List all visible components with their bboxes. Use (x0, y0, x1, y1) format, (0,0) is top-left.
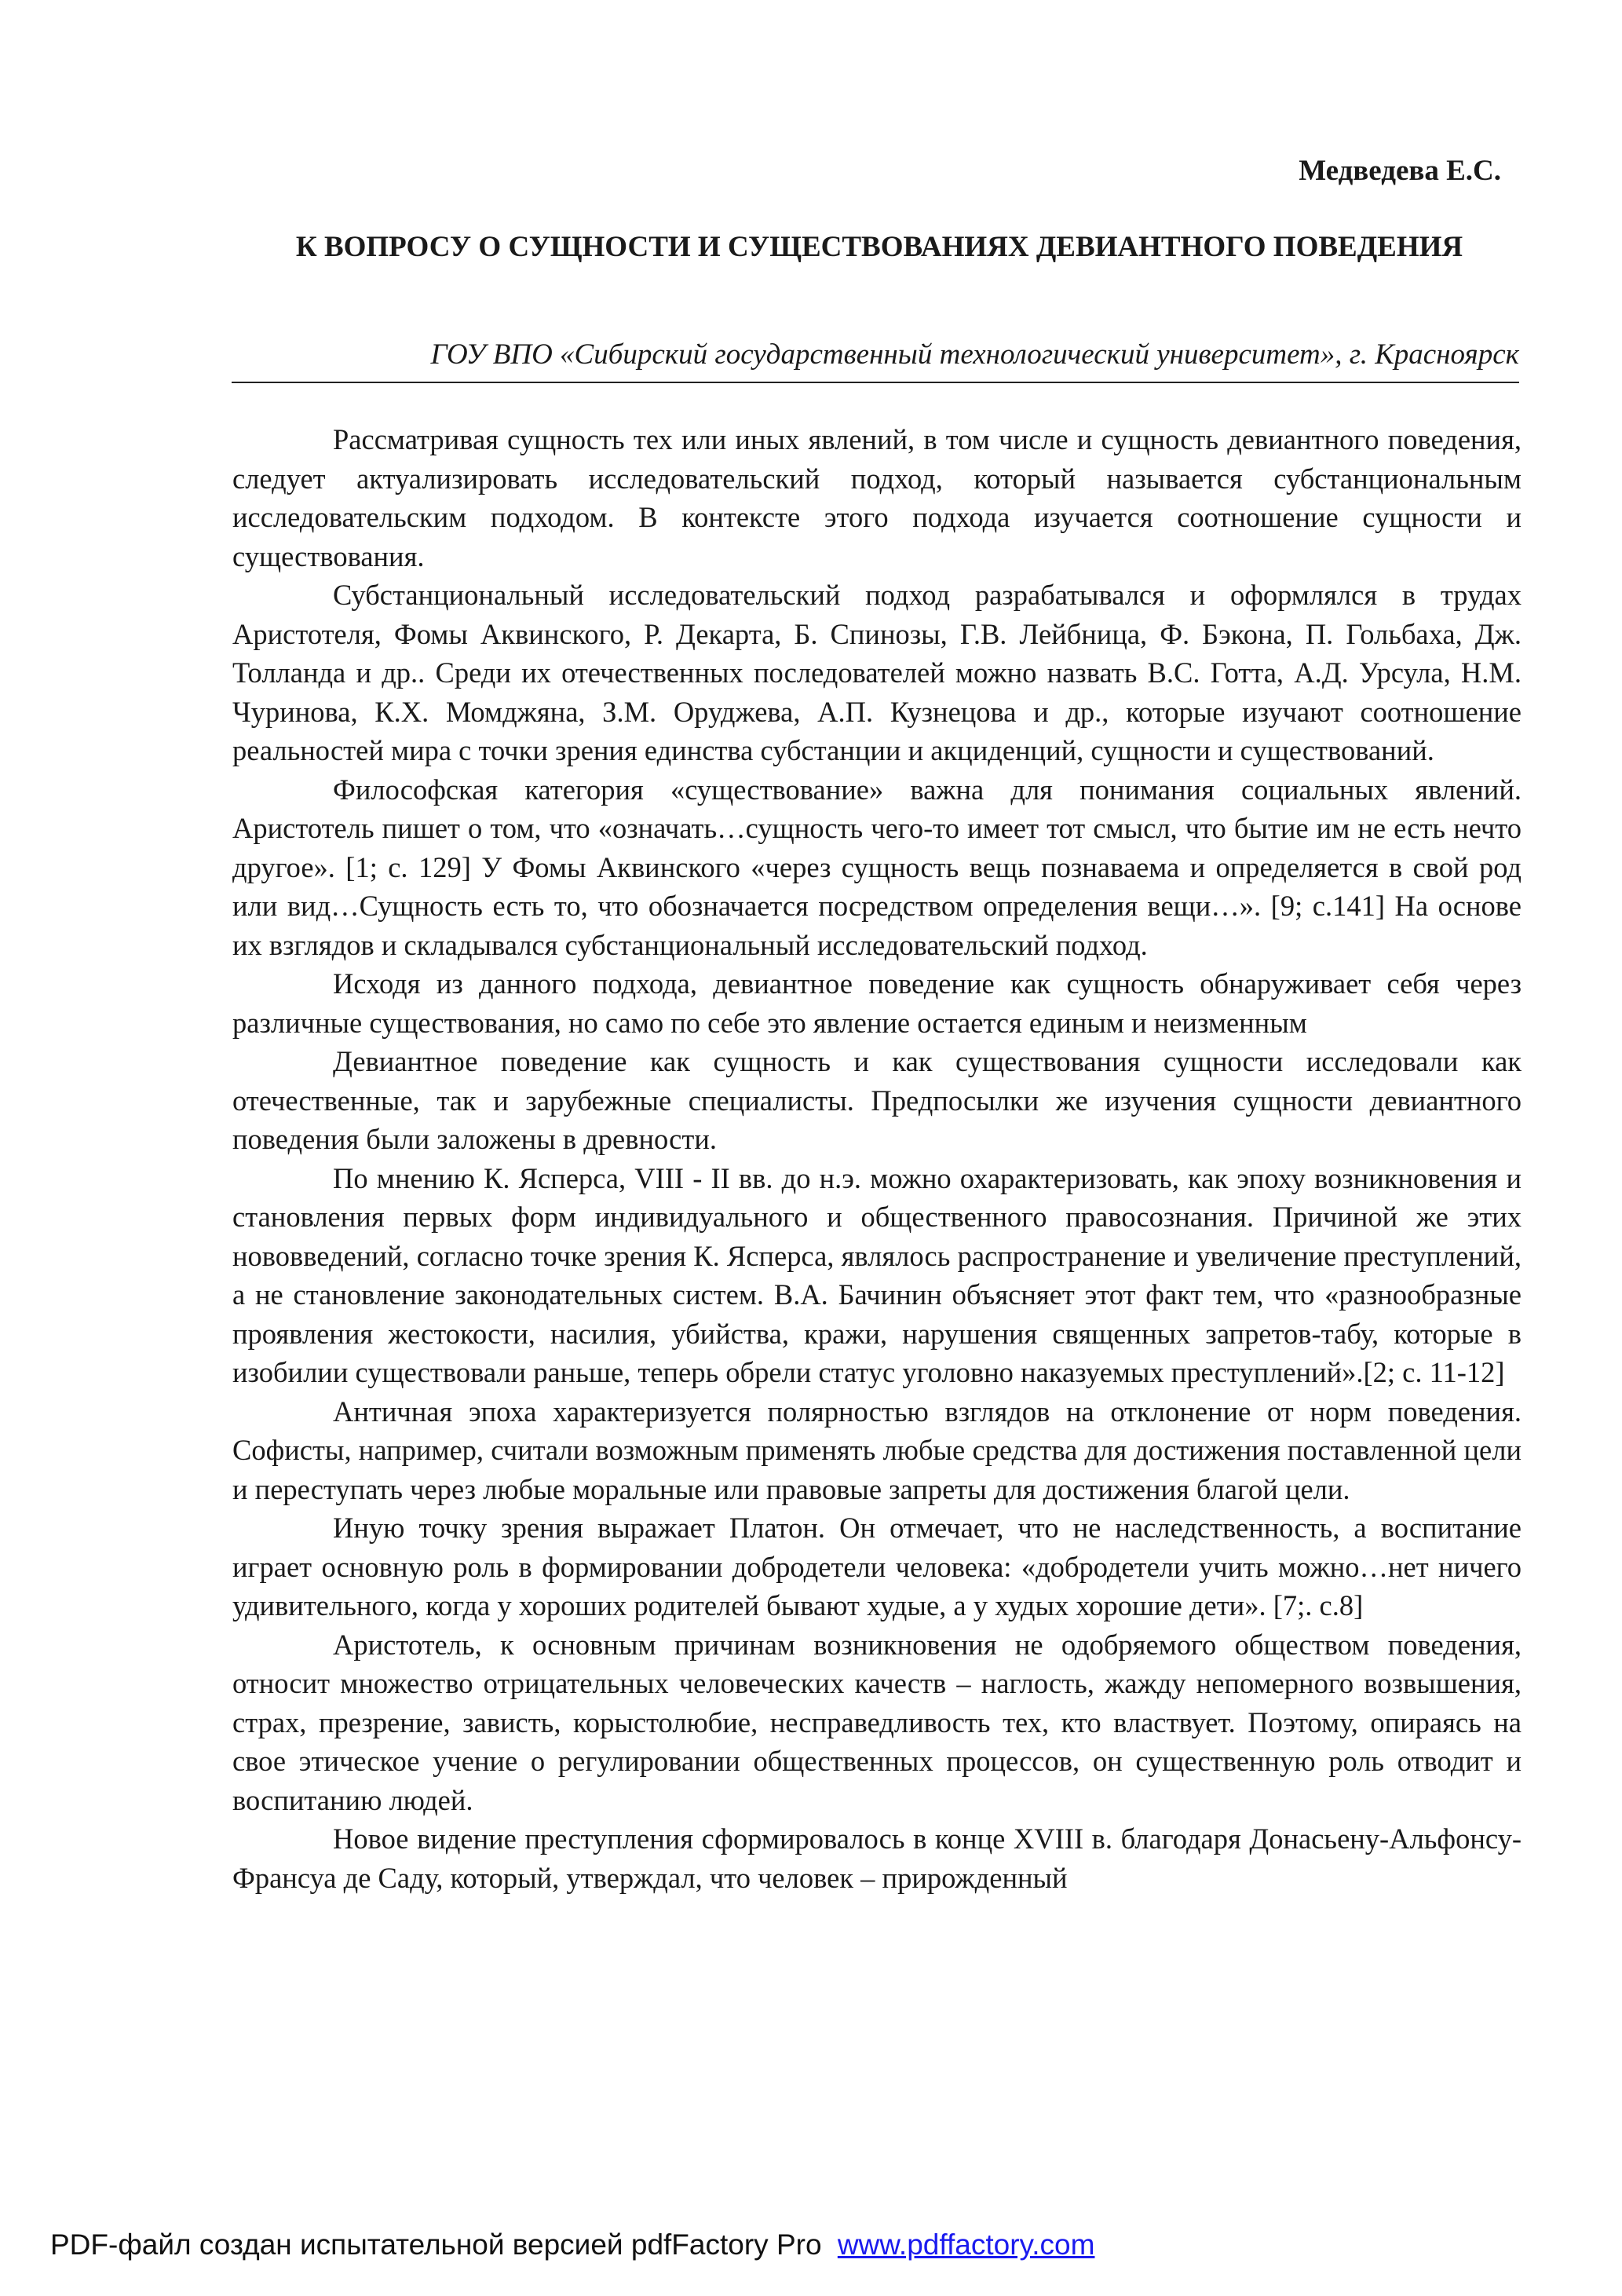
paragraph: Рассматривая сущность тех или иных явлений, в том числе и сущность девиантного поведения, следует актуализировать исследовательский подход, который называется субстанциональным исследовательским подходом. В контексте этого подхода изучается соотношение сущности и существования. (232, 423, 1522, 572)
paragraph: Философская категория «существование» важна для понимания социальных явлений. Аристотель пишет о том, что «означать…сущность чего-то имеет тот смысл, что бытие им не есть нечто другое». [1; с. 129] У Фомы Аквинского «через сущность вещь познаваема и определяется в свой род или вид…Сущность есть то, что обозначается посредством определения вещи…». [9; с.141] На основе их взглядов и складывался субстанциональный исследовательский подход. (232, 773, 1522, 961)
paragraph: Исходя из данного подхода, девиантное поведение как сущность обнаруживает себя через различные существования, но само по себе это явление остается единым и неизменным (232, 967, 1522, 1039)
article-body (232, 420, 1522, 1897)
pdf-watermark-footer (50, 2228, 1094, 2261)
author-name: Медведева Е.С. (1299, 155, 1501, 187)
affiliation-underline (232, 382, 1519, 383)
paragraph: Субстанциональный исследовательский подход разрабатывался и оформлялся в трудах Аристотеля, Фомы Аквинского, Р. Декарта, Б. Спинозы, Г.В. Лейбница, Ф. Бэкона, П. Гольбаха, Дж. Толланда и др.. Среди их отечественных последователей можно назвать В.С. Готта, А.Д. Урсула, Н.М. Чуринова, К.Х. Момджяна, З.М. Оруджева, А.П. Кузнецова и др., которые изучают соотношение реальностей мира с точки зрения единства субстанции и акциденций, сущности и существований. (232, 579, 1522, 766)
paragraph: Девиантное поведение как сущность и как существования сущности исследовали как отечественные, так и зарубежные специалисты. Предпосылки же изучения сущности девиантного поведения были заложены в древности. (232, 1045, 1522, 1155)
paragraph: Иную точку зрения выражает Платон. Он отмечает, что не наследственность, а воспитание играет основную роль в формировании добродетели человека: «добродетели учить можно…нет ничего удивительного, когда у хороших родителей бывают худые, а у худых хорошие дети». [7;. с.8] (232, 1512, 1522, 1621)
paragraph: Аристотель, к основным причинам возникновения не одобряемого обществом поведения, относит множество отрицательных человеческих качеств – наглость, жажду непомерного возвышения, страх, презрение, зависть, корыстолюбие, несправедливость тех, кто властвует. Поэтому, опираясь на свое этическое учение о регулировании общественных процессов, он существенную роль отводит и воспитанию людей. (232, 1628, 1522, 1816)
paragraph: Античная эпоха характеризуется полярностью взглядов на отклонение от норм поведения. Софисты, например, считали возможным применять любые средства для достижения поставленной цели и переступать через любые моральные или правовые запреты для достижения благой цели. (232, 1395, 1522, 1505)
affiliation: ГОУ ВПО «Сибирский государственный технологический университет», г. Красноярск (430, 338, 1519, 371)
article-title: К ВОПРОСУ О СУЩНОСТИ И СУЩЕСТВОВАНИЯХ ДЕВИАНТНОГО ПОВЕДЕНИЯ (295, 231, 1463, 263)
watermark-text: PDF-файл создан испытательной версией pdfFactory Pro (50, 2228, 822, 2261)
pdffactory-link[interactable]: www.pdffactory.com (837, 2228, 1095, 2261)
paragraph: Новое видение преступления сформировалось в конце XVIII в. благодаря Донасьену-Альфонсу-Франсуа де Саду, который, утверждал, что человек – прирожденный (232, 1823, 1522, 1894)
paragraph: По мнению К. Ясперса, VIII - II вв. до н.э. можно охарактеризовать, как эпоху возникновения и становления первых форм индивидуального и общественного правосознания. Причиной же этих нововведений, согласно точке зрения К. Ясперса, являлось распространение и увеличение преступлений, а не становление законодательных систем. В.А. Бачинин объясняет этот факт тем, что «разнообразные проявления жестокости, насилия, убийства, кражи, нарушения священных запретов-табу, которые в изобилии существовали раньше, теперь обрели статус уголовно наказуемых преступлений».[2; с. 11-12] (232, 1161, 1522, 1388)
